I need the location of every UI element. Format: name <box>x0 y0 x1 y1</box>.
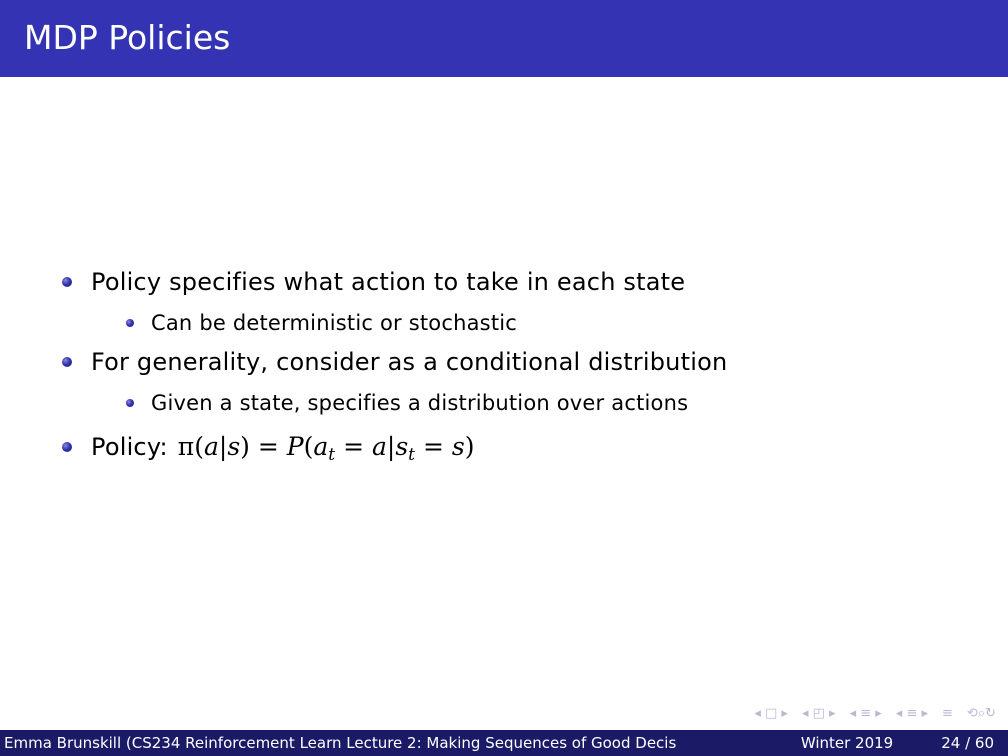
nav-document-icon[interactable]: ◂ ≡ ▸ <box>895 706 929 721</box>
page-number: 24 / 60 <box>941 734 994 752</box>
footer-date: Winter 2019 <box>800 734 894 752</box>
bullet-text: For generality, consider as a conditional distribution <box>91 348 728 376</box>
equals: = <box>249 432 287 461</box>
var-s: s <box>227 432 241 461</box>
subscript-t: t <box>408 445 415 465</box>
nav-frame-icon[interactable]: ◂ □ ▸ <box>754 706 788 721</box>
footer-author-title: Emma Brunskill (CS234 Reinforcement Learn Lecture 2: Making Sequences of Good Decis <box>0 730 684 756</box>
nav-section-icon[interactable]: ◂ ≡ ▸ <box>849 706 882 721</box>
policy-formula <box>177 432 475 465</box>
paren: ) <box>464 432 475 461</box>
var-a: a <box>313 432 329 461</box>
bullet-icon <box>62 357 72 367</box>
sub-bullet-text: Given a state, specifies a distribution over actions <box>151 391 689 415</box>
footer-right <box>684 730 1008 756</box>
bullet-icon <box>62 277 72 287</box>
sub-bullet-text: Can be deterministic or stochastic <box>151 311 518 335</box>
paren: ) <box>240 432 250 461</box>
var-s: s <box>395 432 409 461</box>
subscript-t: t <box>328 445 336 465</box>
bullet-item-2 <box>62 348 727 376</box>
bullet-item-3 <box>62 432 475 465</box>
paren: ( <box>303 432 314 461</box>
sub-bullet-item-2 <box>126 391 688 415</box>
nav-search-icon[interactable]: ⟲⌕↻ <box>966 706 996 721</box>
given-bar: | <box>386 432 396 461</box>
nav-subsection-icon[interactable]: ◂ ◰ ▸ <box>801 706 836 721</box>
var-a: a <box>371 432 387 461</box>
var-a: a <box>203 432 219 461</box>
var-s: s <box>451 432 465 461</box>
equals: = <box>335 432 372 461</box>
page-title: MDP Policies <box>24 18 231 57</box>
nav-menu-icon[interactable]: ≡ <box>942 706 953 721</box>
equals: = <box>415 432 452 461</box>
sub-bullet-icon <box>126 399 134 407</box>
footer <box>0 730 1008 756</box>
bullet-item-1 <box>62 268 685 296</box>
given-bar: | <box>218 432 228 461</box>
policy-label: Policy: <box>91 432 168 461</box>
var-P: P <box>286 432 304 461</box>
sub-bullet-item-1 <box>126 311 517 335</box>
beamer-navigation <box>754 706 996 721</box>
bullet-text: Policy specifies what action to take in each state <box>91 268 686 296</box>
paren: ( <box>194 432 204 461</box>
pi-symbol: π <box>177 432 195 461</box>
sub-bullet-icon <box>126 319 134 327</box>
bullet-icon <box>62 442 72 452</box>
